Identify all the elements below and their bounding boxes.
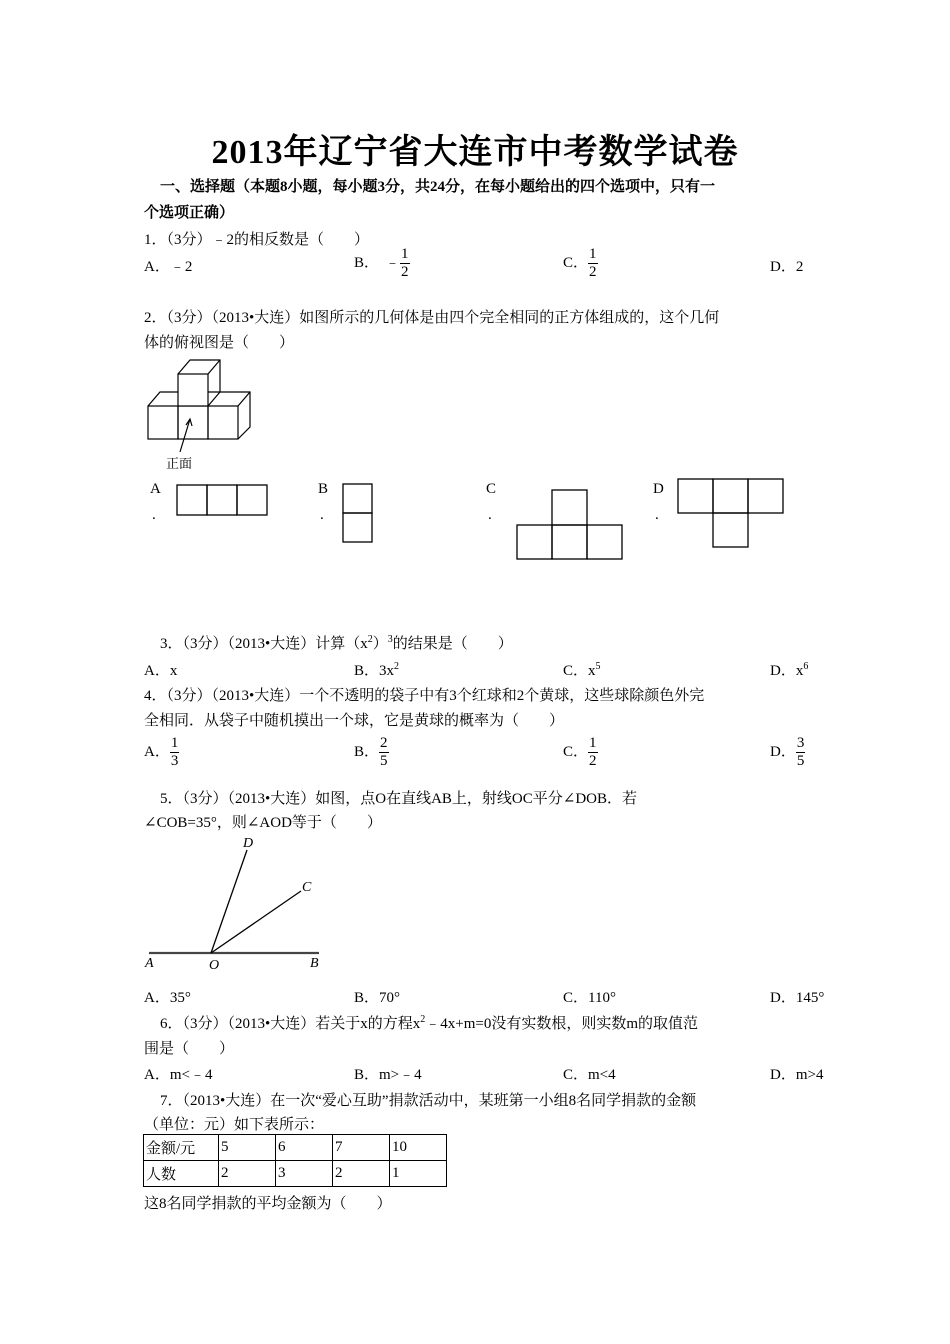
q1-option-a: A．﹣2 (144, 259, 193, 275)
q1-option-c-label: C． (563, 254, 589, 271)
q6-option-d: D．m>4 (770, 1067, 824, 1083)
table-row (144, 1161, 447, 1187)
q4-a-denominator: 3 (170, 753, 179, 769)
q3-option-b (354, 659, 399, 680)
q5-label-c: C (302, 880, 312, 895)
q3-option-d-exp: 6 (803, 661, 809, 672)
q4-option-a (144, 735, 179, 770)
table-cell: 7 (333, 1135, 390, 1161)
q6-exp: 2 (420, 1014, 426, 1025)
q4-d-denominator: 5 (796, 753, 805, 769)
table-cell: 2 (333, 1161, 390, 1187)
q2-solid-figure (146, 358, 262, 443)
q5-stem-line2: ∠COB=35°，则∠AOD等于（ ） (144, 815, 382, 831)
q6-option-c: C．m<4 (563, 1067, 616, 1083)
q1-option-d: D．2 (770, 259, 804, 275)
q5-label-a: A (145, 956, 154, 971)
q4-option-c-label: C． (563, 743, 589, 760)
q2-option-a-dot: . (152, 507, 156, 523)
q4-a-numerator: 1 (170, 735, 179, 751)
q2-option-c-dot: . (488, 507, 492, 523)
q5-option-d: D．145° (770, 990, 825, 1006)
q2-option-c-label: C (486, 481, 497, 497)
section-heading-cont: 个选项正确） (144, 205, 235, 221)
q1-b-numerator: 1 (401, 246, 409, 262)
q4-c-numerator: 1 (589, 735, 597, 751)
q6-stem-post: ﹣4x+m=0没有实数根，则实数m的取值范 (425, 1016, 699, 1032)
q2-option-b-label: B (318, 481, 329, 497)
q3-option-a: A．x (144, 663, 178, 679)
table-cell: 5 (219, 1135, 276, 1161)
q4-stem-line2: 全相同．从袋子中随机摸出一个球，它是黄球的概率为（ ） (144, 713, 565, 729)
table-cell: 10 (390, 1135, 447, 1161)
q7-stem-after: 这8名同学捐款的平均金额为（ ） (144, 1196, 392, 1212)
table-cell: 2 (219, 1161, 276, 1187)
q4-option-c (563, 735, 598, 770)
q5-option-c: C．110° (563, 990, 616, 1006)
q1-option-b-sign: ﹣ (385, 254, 401, 271)
q5-angle-figure (143, 836, 333, 976)
q2-option-c-figure[interactable] (515, 489, 626, 561)
q4-option-d-label: D． (770, 743, 796, 760)
q7-stem-line1: 7．（2013•大连）在一次“爱心互助”捐款活动中，某班第一小组8名同学捐款的金额 (160, 1093, 697, 1109)
q6-stem-line1 (160, 1012, 698, 1033)
q3-option-b-text: B．3x (354, 663, 395, 679)
table-cell: 6 (276, 1135, 333, 1161)
q6-option-a: A．m<﹣4 (144, 1067, 213, 1083)
q4-option-b (354, 735, 389, 770)
q3-option-c-text: C．x (563, 663, 596, 679)
q3-stem-mid: ） (372, 636, 388, 652)
q1-option-c (563, 246, 598, 281)
q2-stem-line1: 2．（3分）（2013•大连）如图所示的几何体是由四个完全相同的正方体组成的，这个几何 (144, 310, 720, 326)
q5-option-b: B．70° (354, 990, 401, 1006)
q2-option-b-dot: . (320, 507, 324, 523)
q7-data-table (143, 1134, 447, 1187)
q3-exp-inner: 2 (367, 634, 373, 645)
q5-label-b: B (310, 956, 319, 971)
q1-c-numerator: 1 (589, 246, 597, 262)
table-cell: 人数 (144, 1161, 219, 1187)
q3-stem-pre: 3．（3分）（2013•大连）计算（x (160, 636, 368, 652)
q2-stem-line2: 体的俯视图是（ ） (144, 335, 295, 351)
q2-option-d-figure[interactable] (676, 478, 786, 550)
q1-option-b-label: B． (354, 254, 380, 271)
q5-stem-line1: 5．（3分）（2013•大连）如图，点O在直线AB上，射线OC平分∠DOB．若 (160, 791, 637, 807)
table-cell: 金额/元 (144, 1135, 219, 1161)
q4-option-a-label: A． (144, 743, 170, 760)
q5-label-o: O (209, 958, 220, 973)
q2-option-a-label: A (150, 481, 161, 497)
q5-option-a: A．35° (144, 990, 191, 1006)
q3-exp-outer: 3 (387, 634, 393, 645)
q1-stem: 1．（3分）﹣2的相反数是（ ） (144, 232, 370, 248)
q3-stem-post: 的结果是（ ） (392, 636, 513, 652)
q5-label-d: D (243, 836, 254, 851)
q2-option-b-figure[interactable] (342, 483, 374, 544)
q7-stem-line2: （单位：元）如下表所示： (144, 1117, 325, 1133)
q4-option-d (770, 735, 805, 770)
q4-b-denominator: 5 (380, 753, 388, 769)
q4-stem-line1: 4．（3分）（2013•大连）一个不透明的袋子中有3个红球和2个黄球，这些球除颜色外完 (144, 688, 705, 704)
q1-b-denominator: 2 (401, 264, 409, 280)
q6-stem-pre: 6．（3分）（2013•大连）若关于x的方程x (160, 1016, 421, 1032)
q6-stem-line2: 围是（ ） (144, 1041, 235, 1057)
page-title: 2013年辽宁省大连市中考数学试卷 (211, 134, 739, 171)
q3-option-d (770, 659, 808, 680)
q4-b-numerator: 2 (380, 735, 388, 751)
q6-option-b: B．m>﹣4 (354, 1067, 422, 1083)
table-cell: 1 (390, 1161, 447, 1187)
q3-option-d-text: D．x (770, 663, 804, 679)
q2-option-d-label: D (653, 481, 664, 497)
q3-stem (160, 632, 513, 653)
section-heading: 一、选择题（本题8小题，每小题3分，共24分，在每小题给出的四个选项中，只有一 (160, 179, 716, 195)
q1-option-b (354, 246, 410, 281)
q4-option-b-label: B． (354, 743, 380, 760)
q4-d-numerator: 3 (796, 735, 805, 751)
q2-option-a-figure[interactable] (176, 484, 269, 517)
table-cell: 3 (276, 1161, 333, 1187)
q2-option-d-dot: . (655, 507, 659, 523)
q1-c-denominator: 2 (589, 264, 597, 280)
table-row (144, 1135, 447, 1161)
q4-c-denominator: 2 (589, 753, 597, 769)
q3-option-c (563, 659, 601, 680)
q2-front-label: 正面 (166, 457, 193, 472)
q3-option-c-exp: 5 (595, 661, 601, 672)
q3-option-b-exp: 2 (394, 661, 400, 672)
